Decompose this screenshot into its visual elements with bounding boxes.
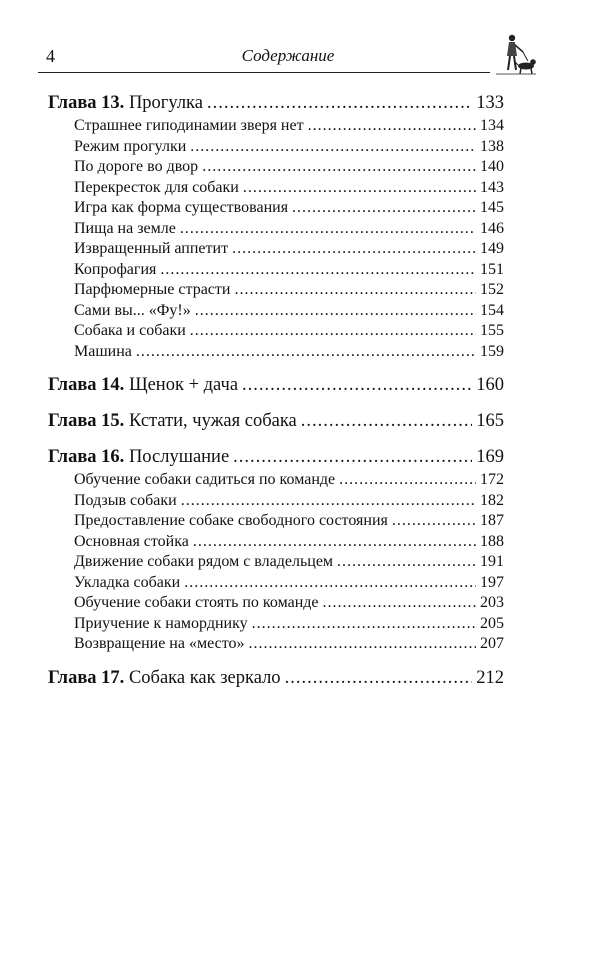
- toc-entry-label: [74, 342, 132, 363]
- entry-title: Копрофагия: [74, 260, 157, 278]
- toc-entry-label: [74, 157, 198, 178]
- toc-section-entry[interactable]: [48, 342, 504, 363]
- entry-title: Режим прогулки: [74, 137, 187, 155]
- dot-leader: [160, 260, 476, 281]
- dot-leader: [242, 372, 472, 398]
- toc-section-entry[interactable]: [48, 593, 504, 614]
- entry-title: Обучение собаки садиться по команде: [74, 471, 336, 488]
- entry-title: Основная стойка: [74, 532, 189, 550]
- toc-section-entry[interactable]: [48, 491, 504, 512]
- toc-entry-label: [74, 532, 189, 553]
- entry-title: Сами вы... «Фу!»: [74, 301, 191, 319]
- dot-leader: [180, 219, 476, 240]
- toc-entry-label: [74, 573, 180, 594]
- page-number-ref: 188: [480, 532, 504, 550]
- entry-title: Собака и собаки: [74, 322, 186, 339]
- entry-title: Машина: [74, 342, 132, 360]
- toc-section-entry[interactable]: [48, 321, 504, 342]
- toc-entry-label: [74, 491, 177, 512]
- toc-chapter-entry[interactable]: [48, 408, 504, 434]
- toc-entry-label: [74, 614, 248, 635]
- page-number-ref: 203: [480, 594, 504, 611]
- page-number-ref: 191: [480, 553, 504, 570]
- entry-title: Извращенный аппетит: [74, 240, 229, 257]
- page-number-ref: 146: [480, 219, 504, 237]
- toc-section-entry[interactable]: [48, 552, 504, 573]
- dot-leader: [184, 573, 476, 594]
- entry-title: Укладка собаки: [74, 573, 181, 591]
- page-number-ref: 152: [480, 281, 504, 298]
- page-number-ref: 149: [480, 240, 504, 257]
- dot-leader: [232, 239, 476, 260]
- page-number-ref: 143: [480, 178, 504, 196]
- page-number-ref: 154: [480, 301, 504, 319]
- dot-leader: [207, 90, 472, 116]
- entry-title: Парфюмерные страсти: [74, 281, 231, 298]
- toc-entry-label: [74, 280, 230, 301]
- page-number-ref: 172: [480, 471, 504, 488]
- page-number-ref: 159: [480, 342, 504, 360]
- toc-entry-label: [74, 321, 186, 342]
- dot-leader: [190, 321, 476, 342]
- toc-entry-label: [74, 634, 244, 655]
- dot-leader: [301, 408, 473, 434]
- running-title: Содержание: [241, 46, 335, 65]
- toc-entry-label: [48, 372, 238, 398]
- dot-leader: [243, 178, 476, 199]
- dot-leader: [323, 593, 476, 614]
- dot-leader: [190, 137, 476, 158]
- dot-leader: [308, 116, 476, 137]
- dot-leader: [392, 511, 476, 532]
- toc-chapter-entry[interactable]: [48, 372, 504, 398]
- entry-title: Подзыв собаки: [74, 491, 177, 509]
- page-number-ref: 133: [476, 93, 504, 113]
- page-number-ref: 207: [480, 635, 504, 652]
- toc-entry-label: [48, 408, 297, 434]
- entry-title: Щенок + дача: [128, 375, 239, 395]
- toc-entry-label: [74, 301, 191, 322]
- dot-leader: [292, 198, 476, 219]
- entry-title: Обучение собаки стоять по команде: [74, 594, 319, 611]
- entry-title: Приучение к наморднику: [74, 614, 248, 632]
- page-number-ref: 187: [480, 512, 504, 529]
- page-number-ref: 155: [480, 322, 504, 339]
- toc-section-entry[interactable]: [48, 614, 504, 635]
- entry-title: Кстати, чужая собака: [128, 411, 297, 431]
- dot-leader: [195, 301, 476, 322]
- toc-section-entry[interactable]: [48, 511, 504, 532]
- entry-title: Прогулка: [128, 93, 203, 113]
- dot-leader: [136, 342, 476, 363]
- toc-entry-label: [74, 198, 288, 219]
- entry-title: По дороге во двор: [74, 158, 199, 175]
- dot-leader: [285, 665, 473, 691]
- toc-chapter-entry[interactable]: [48, 90, 504, 116]
- toc-entry-label: [48, 444, 229, 470]
- toc-section-entry[interactable]: [48, 116, 504, 137]
- entry-title: Послушание: [128, 447, 230, 467]
- page-number-ref: 138: [480, 137, 504, 155]
- toc-section-entry[interactable]: [48, 260, 504, 281]
- toc-entry-label: [74, 137, 186, 158]
- toc-section-entry[interactable]: [48, 178, 504, 199]
- page-number-ref: 182: [480, 491, 504, 509]
- entry-title: Игра как форма существования: [74, 199, 289, 216]
- page-number-ref: 151: [480, 260, 504, 278]
- entry-title: Страшнее гиподинамии зверя нет: [74, 117, 304, 134]
- toc-entry-label: [74, 552, 333, 573]
- entry-title: Пища на земле: [74, 219, 176, 237]
- page-number-ref: 197: [480, 573, 504, 591]
- person-with-dog-illustration: [490, 30, 536, 80]
- toc-section-entry[interactable]: [48, 532, 504, 553]
- toc-entry-label: [74, 593, 319, 614]
- toc-section-entry[interactable]: [48, 157, 504, 178]
- page-number-ref: 165: [476, 411, 504, 431]
- toc-section-entry[interactable]: [48, 219, 504, 240]
- toc-entry-label: [74, 116, 304, 137]
- dot-leader: [339, 470, 476, 491]
- page-number-ref: 160: [476, 375, 504, 395]
- toc-entry-label: [74, 260, 156, 281]
- toc-section-entry[interactable]: [48, 137, 504, 158]
- chapter-number: Глава 15.: [48, 411, 125, 431]
- page-number: 4: [46, 46, 55, 66]
- chapter-number: Глава 14.: [48, 375, 125, 395]
- chapter-number: Глава 13.: [48, 93, 125, 113]
- dot-leader: [193, 532, 476, 553]
- toc-chapter-entry[interactable]: [48, 665, 504, 691]
- header-rule: [38, 72, 490, 73]
- toc-entry-label: [48, 90, 203, 116]
- dot-leader: [252, 614, 476, 635]
- page-number-ref: 140: [480, 158, 504, 175]
- dot-leader: [233, 444, 472, 470]
- dot-leader: [248, 634, 476, 655]
- entry-title: Собака как зеркало: [128, 667, 281, 688]
- toc-section-entry[interactable]: [48, 198, 504, 219]
- toc-section-entry[interactable]: [48, 634, 504, 655]
- page-number-ref: 134: [480, 117, 504, 134]
- toc-entry-label: [74, 470, 335, 491]
- page-number-ref: 145: [480, 199, 504, 216]
- dot-leader: [181, 491, 476, 512]
- toc-section-entry[interactable]: [48, 573, 504, 594]
- dot-leader: [202, 157, 476, 178]
- page-number-ref: 212: [476, 667, 504, 688]
- toc-entry-label: [48, 665, 281, 691]
- page-number-ref: 205: [480, 614, 504, 632]
- toc-chapter-entry[interactable]: [48, 444, 504, 470]
- toc-entry-label: [74, 511, 388, 532]
- toc-section-entry[interactable]: [48, 280, 504, 301]
- toc-entry-label: [74, 178, 239, 199]
- entry-title: Предоставление собаке свободного состояния: [74, 512, 388, 529]
- dot-leader: [234, 280, 476, 301]
- page-number-ref: 169: [476, 447, 504, 467]
- entry-title: Возвращение на «место»: [74, 635, 245, 652]
- toc-entry-label: [74, 239, 228, 260]
- page-header: [38, 44, 538, 70]
- toc-section-entry[interactable]: [48, 301, 504, 322]
- entry-title: Движение собаки рядом с владельцем: [74, 553, 334, 570]
- toc-section-entry[interactable]: [48, 239, 504, 260]
- toc-section-entry[interactable]: [48, 470, 504, 491]
- entry-title: Перекресток для собаки: [74, 178, 239, 196]
- table-of-contents: [48, 90, 504, 691]
- chapter-number: Глава 17.: [48, 667, 125, 688]
- toc-entry-label: [74, 219, 176, 240]
- chapter-number: Глава 16.: [48, 447, 125, 467]
- dot-leader: [337, 552, 476, 573]
